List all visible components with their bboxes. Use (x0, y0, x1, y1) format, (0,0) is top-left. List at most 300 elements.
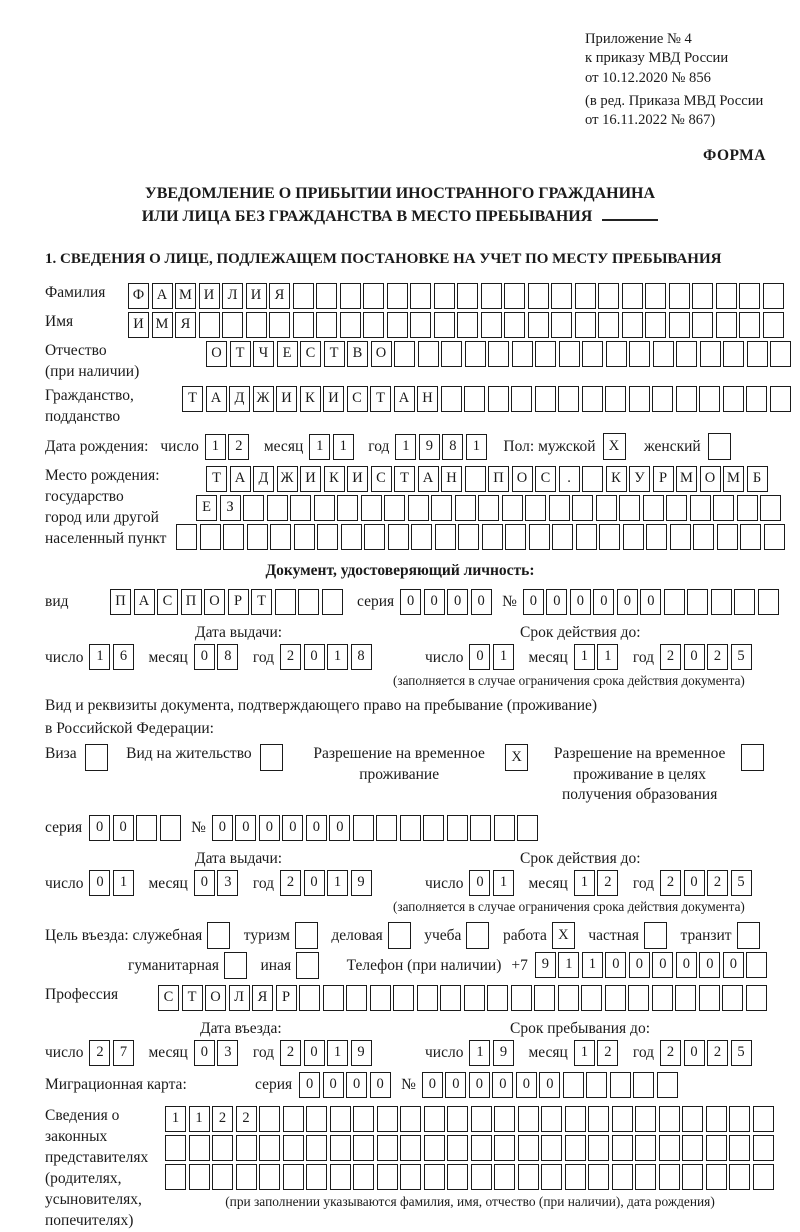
identity-valid-month-boxes (574, 644, 621, 670)
form-cell (739, 312, 760, 338)
form-cell (645, 312, 666, 338)
legal-row-3 (165, 1164, 776, 1190)
form-cell (306, 1164, 327, 1190)
form-cell (330, 1106, 351, 1132)
form-cell: А (394, 386, 415, 412)
form-cell (316, 312, 337, 338)
form-cell: Т (206, 466, 227, 492)
form-cell: А (152, 283, 173, 309)
form-cell: 2 (280, 1040, 301, 1066)
form-cell: 0 (329, 815, 350, 841)
form-cell (424, 1106, 445, 1132)
form-cell: М (676, 466, 697, 492)
birth-place-row-2 (196, 495, 787, 521)
form-cell: 0 (640, 589, 661, 615)
form-cell (612, 1164, 633, 1190)
form-cell (323, 985, 344, 1011)
form-cell (290, 495, 311, 521)
form-cell: С (158, 985, 179, 1011)
form-cell (770, 341, 791, 367)
form-cell (189, 1164, 210, 1190)
legal-boxes-2 (165, 1135, 776, 1161)
legal-representatives-rows (165, 1106, 776, 1211)
form-cell: 8 (442, 434, 463, 460)
form-cell: 3 (217, 870, 238, 896)
form-cell: О (700, 466, 721, 492)
form-cell (729, 1135, 750, 1161)
form-cell: 9 (351, 1040, 372, 1066)
form-cell: 1 (597, 644, 618, 670)
form-cell (447, 1135, 468, 1161)
identity-issue-year-label: год (252, 648, 275, 666)
form-cell (529, 524, 550, 550)
form-cell: 5 (731, 644, 752, 670)
form-cell: 0 (445, 1072, 466, 1098)
form-cell (723, 341, 744, 367)
form-cell (576, 524, 597, 550)
entry-month-label: месяц (148, 1044, 188, 1062)
patronymic-label: Отчество (при наличии) (45, 341, 206, 383)
form-cell: Д (253, 466, 274, 492)
form-cell (341, 524, 362, 550)
form-cell (160, 815, 181, 841)
form-cell (502, 495, 523, 521)
form-cell (706, 1164, 727, 1190)
birth-place-row-3 (176, 524, 787, 550)
form-cell (387, 312, 408, 338)
form-cell (296, 952, 319, 979)
form-cell: 0 (523, 589, 544, 615)
form-cell (633, 1072, 654, 1098)
identity-number-label: № (502, 593, 517, 611)
migration-number-boxes (422, 1072, 681, 1098)
purpose-row-2 (45, 952, 790, 979)
form-cell (465, 466, 486, 492)
form-cell (457, 283, 478, 309)
form-cell (394, 341, 415, 367)
form-cell (687, 589, 708, 615)
option-visa-checkbox (85, 744, 111, 771)
form-cell (267, 495, 288, 521)
form-title-line-2: ИЛИ ЛИЦА БЕЗ ГРАЖДАНСТВА В МЕСТО ПРЕБЫВАНИЯ (45, 205, 755, 228)
profession-row (45, 985, 790, 1011)
form-cell: С (347, 386, 368, 412)
appendix-line-3: от 10.12.2020 № 856 (585, 69, 711, 86)
form-cell: Л (222, 283, 243, 309)
residence-series-row (45, 815, 790, 841)
form-cell (246, 312, 267, 338)
form-cell (165, 1135, 186, 1161)
stay-until-heading: Срок пребывания до: (510, 1019, 650, 1037)
patronymic-boxes (206, 341, 794, 367)
form-cell: 2 (280, 870, 301, 896)
form-cell (465, 341, 486, 367)
form-cell (605, 386, 626, 412)
form-cell: 2 (707, 870, 728, 896)
option-temp-residence-checkbox (505, 744, 531, 771)
identity-valid-note: (заполняется в случае ограничения срока действия документа) (393, 673, 745, 689)
surname-boxes (128, 283, 786, 309)
form-cell: 1 (395, 434, 416, 460)
form-cell (644, 922, 667, 949)
identity-valid-day-label: число (425, 648, 464, 666)
option-temp-residence-edu (547, 744, 767, 804)
form-cell (581, 985, 602, 1011)
form-cell: X (505, 744, 528, 771)
birth-date-month-boxes (309, 434, 356, 460)
form-cell (599, 524, 620, 550)
form-cell (189, 1135, 210, 1161)
identity-number-boxes (523, 589, 782, 615)
form-cell (706, 1106, 727, 1132)
form-cell (652, 985, 673, 1011)
patronymic-label-note: (при наличии) (45, 362, 140, 380)
profession-label: Профессия (45, 985, 119, 1003)
residence-valid-note: (заполняется в случае ограничения срока действия документа) (393, 899, 745, 915)
form-cell (317, 524, 338, 550)
form-cell (176, 524, 197, 550)
form-cell (711, 589, 732, 615)
form-cell (610, 1072, 631, 1098)
form-cell: 0 (212, 815, 233, 841)
residence-valid-day-boxes (469, 870, 516, 896)
form-cell (441, 386, 462, 412)
form-cell (635, 1164, 656, 1190)
form-cell (236, 1135, 257, 1161)
form-cell (717, 524, 738, 550)
option-residence-permit (126, 744, 285, 771)
identity-valid-year-label: год (632, 648, 655, 666)
form-cell: 9 (535, 952, 556, 978)
form-cell: 0 (323, 1072, 344, 1098)
identity-series-label: серия (357, 593, 395, 611)
residence-options-row (45, 744, 790, 804)
form-cell (440, 985, 461, 1011)
form-cell: 0 (652, 952, 673, 978)
purpose-chastnaya-label: частная (588, 926, 639, 944)
identity-issue-heading: Дата выдачи: (195, 623, 283, 641)
entry-date-line (45, 1040, 390, 1066)
form-cell: 0 (469, 870, 490, 896)
identity-series-boxes (400, 589, 494, 615)
form-cell (353, 1106, 374, 1132)
form-cell (716, 283, 737, 309)
form-cell (737, 922, 760, 949)
form-cell: С (157, 589, 178, 615)
migration-card-label: Миграционная карта: (45, 1076, 187, 1094)
legal-row-2 (165, 1135, 776, 1161)
birth-date-year-boxes (395, 434, 489, 460)
form-cell (760, 495, 781, 521)
form-cell: А (206, 386, 227, 412)
form-cell: Л (229, 985, 250, 1011)
form-cell (259, 1135, 280, 1161)
form-cell: 0 (629, 952, 650, 978)
form-cell (758, 589, 779, 615)
option-temp-residence-label: Разрешение на временное проживание (313, 745, 485, 783)
residence-intro-2: в Российской Федерации: (45, 720, 214, 738)
form-cell (541, 1106, 562, 1132)
form-cell: X (603, 433, 626, 460)
birth-date-day-boxes (205, 434, 252, 460)
form-cell (471, 1106, 492, 1132)
migration-number-label: № (401, 1076, 416, 1094)
form-cell (457, 312, 478, 338)
purpose-rabota-checkbox (552, 922, 578, 949)
form-cell (666, 495, 687, 521)
entry-date-heading: Дата въезда: (200, 1019, 282, 1037)
form-cell: 0 (605, 952, 626, 978)
form-cell: 0 (194, 870, 215, 896)
form-cell (488, 341, 509, 367)
form-cell (384, 495, 405, 521)
form-cell (582, 466, 603, 492)
form-cell (337, 495, 358, 521)
form-cell: 1 (558, 952, 579, 978)
form-cell: 2 (597, 1040, 618, 1066)
residence-issue-year-label: год (252, 874, 275, 892)
option-temp-residence-edu-checkbox (741, 744, 767, 771)
option-visa (45, 744, 110, 771)
form-cell: 1 (113, 870, 134, 896)
birth-place-sublabel-1: государство (45, 488, 124, 506)
form-cell (541, 1164, 562, 1190)
form-cell (692, 283, 713, 309)
stay-month-boxes (574, 1040, 621, 1066)
form-cell: О (371, 341, 392, 367)
form-cell: 1 (574, 1040, 595, 1066)
form-cell: Н (441, 466, 462, 492)
form-cell: Б (747, 466, 768, 492)
stay-day-label: число (425, 1044, 464, 1062)
form-cell (623, 524, 644, 550)
form-cell: К (324, 466, 345, 492)
form-cell (364, 524, 385, 550)
form-cell (504, 283, 525, 309)
form-cell (481, 312, 502, 338)
entry-dates-block (45, 1019, 790, 1066)
form-cell: 9 (493, 1040, 514, 1066)
residence-issue-month-boxes (194, 870, 241, 896)
form-cell: 0 (422, 1072, 443, 1098)
form-cell: 0 (194, 644, 215, 670)
form-cell (635, 1106, 656, 1132)
form-cell: 6 (113, 644, 134, 670)
form-cell (400, 1106, 421, 1132)
form-cell (400, 1164, 421, 1190)
form-cell (528, 312, 549, 338)
identity-valid-month-label: месяц (528, 648, 568, 666)
form-cell (377, 1135, 398, 1161)
form-cell (488, 386, 509, 412)
identity-dates-block (45, 623, 790, 690)
form-cell: 1 (327, 1040, 348, 1066)
form-cell: О (512, 466, 533, 492)
birth-date-row (45, 433, 790, 460)
form-cell (699, 985, 720, 1011)
form-cell (314, 495, 335, 521)
form-cell: 0 (570, 589, 591, 615)
form-cell (753, 1106, 774, 1132)
option-temp-residence-edu-label: Разрешение на временное проживание в целях получения образования (553, 745, 726, 803)
form-cell: 0 (684, 644, 705, 670)
form-cell (260, 744, 283, 771)
form-cell (598, 312, 619, 338)
form-cell (693, 524, 714, 550)
form-cell: 0 (370, 1072, 391, 1098)
form-cell (434, 283, 455, 309)
form-cell: 0 (546, 589, 567, 615)
form-cell (675, 985, 696, 1011)
form-cell (435, 524, 456, 550)
form-cell (247, 524, 268, 550)
form-cell (525, 495, 546, 521)
form-cell (716, 312, 737, 338)
form-cell (322, 589, 343, 615)
sex-male-checkbox (603, 433, 629, 460)
form-cell: 0 (299, 1072, 320, 1098)
form-cell: 5 (731, 1040, 752, 1066)
form-cell (619, 495, 640, 521)
stay-day-boxes (469, 1040, 516, 1066)
option-residence-permit-checkbox (260, 744, 286, 771)
form-cell (353, 815, 374, 841)
form-cell (478, 495, 499, 521)
amendment-line-1: (в ред. Приказа МВД России (585, 92, 764, 109)
form-cell (505, 524, 526, 550)
form-cell: 0 (282, 815, 303, 841)
form-cell (565, 1135, 586, 1161)
residence-number-label: № (191, 819, 206, 837)
form-cell: 0 (699, 952, 720, 978)
purpose-gumanitarnaya-label: гуманитарная (128, 956, 219, 974)
form-cell (676, 341, 697, 367)
form-cell (622, 283, 643, 309)
form-cell (605, 985, 626, 1011)
identity-doc-heading: Документ, удостоверяющий личность: (265, 562, 535, 580)
phone-boxes (535, 952, 770, 978)
form-cell (700, 341, 721, 367)
form-cell (657, 1072, 678, 1098)
form-cell: 1 (574, 870, 595, 896)
purpose-row-1 (45, 922, 790, 949)
form-cell (699, 386, 720, 412)
form-cell (575, 283, 596, 309)
form-cell (411, 524, 432, 550)
entry-year-label: год (252, 1044, 275, 1062)
residence-series-label: серия (45, 819, 83, 837)
identity-issue-month-boxes (194, 644, 241, 670)
form-cell (471, 1135, 492, 1161)
form-cell (690, 495, 711, 521)
form-cell (458, 524, 479, 550)
form-cell: 2 (660, 644, 681, 670)
form-cell (400, 1135, 421, 1161)
form-cell (552, 524, 573, 550)
form-cell (763, 312, 784, 338)
form-cell (596, 495, 617, 521)
form-cell (494, 1164, 515, 1190)
form-cell: 2 (707, 1040, 728, 1066)
form-cell: К (606, 466, 627, 492)
stay-month-label: месяц (528, 1044, 568, 1062)
form-cell: 3 (217, 1040, 238, 1066)
form-cell: 0 (235, 815, 256, 841)
form-cell: 2 (236, 1106, 257, 1132)
form-cell: Д (229, 386, 250, 412)
form-cell (283, 1135, 304, 1161)
form-cell (487, 985, 508, 1011)
form-cell: 0 (113, 815, 134, 841)
form-cell (223, 524, 244, 550)
form-cell (376, 815, 397, 841)
form-cell: Т (182, 386, 203, 412)
residence-valid-month-label: месяц (528, 874, 568, 892)
form-cell (207, 922, 230, 949)
legal-representatives-block (45, 1106, 790, 1232)
identity-issue-day-label: число (45, 648, 84, 666)
residence-intro-1: Вид и реквизиты документа, подтверждающего право на пребывание (проживание) (45, 696, 598, 714)
form-cell: 0 (306, 815, 327, 841)
form-cell (136, 815, 157, 841)
form-cell (494, 1106, 515, 1132)
form-cell (708, 433, 731, 460)
residence-valid-group (390, 849, 754, 916)
form-cell (582, 386, 603, 412)
purpose-inaya-label: иная (260, 956, 292, 974)
entry-month-boxes (194, 1040, 241, 1066)
form-cell (417, 985, 438, 1011)
purpose-delovaya-checkbox (388, 922, 414, 949)
form-cell (713, 495, 734, 521)
form-cell: 0 (723, 952, 744, 978)
form-cell: 0 (304, 1040, 325, 1066)
form-cell (692, 312, 713, 338)
residence-number-boxes (212, 815, 541, 841)
form-cell: А (230, 466, 251, 492)
form-cell: Е (277, 341, 298, 367)
form-cell: 0 (492, 1072, 513, 1098)
residence-valid-heading: Срок действия до: (520, 849, 641, 867)
form-cell (387, 283, 408, 309)
stay-until-group (390, 1019, 754, 1066)
form-cell (682, 1135, 703, 1161)
purpose-ucheba-label: учеба (424, 926, 462, 944)
entry-date-group (45, 1019, 390, 1066)
form-cell: Е (196, 495, 217, 521)
residence-valid-year-label: год (632, 874, 655, 892)
identity-kind-row (45, 589, 790, 615)
form-cell: X (552, 922, 575, 949)
form-cell (471, 1164, 492, 1190)
form-cell (85, 744, 108, 771)
form-cell (739, 283, 760, 309)
form-cell (377, 1164, 398, 1190)
form-cell (606, 341, 627, 367)
form-cell (464, 386, 485, 412)
patronymic-row (45, 341, 790, 383)
birth-date-day-label: число (160, 438, 199, 456)
appendix-line-2: к приказу МВД России (585, 50, 729, 67)
form-cell: 0 (469, 1072, 490, 1098)
form-cell: П (181, 589, 202, 615)
form-cell (764, 524, 785, 550)
form-cell (528, 283, 549, 309)
form-cell (259, 1106, 280, 1132)
form-cell (586, 1072, 607, 1098)
birth-place-row-1 (206, 466, 787, 492)
form-cell (283, 1164, 304, 1190)
